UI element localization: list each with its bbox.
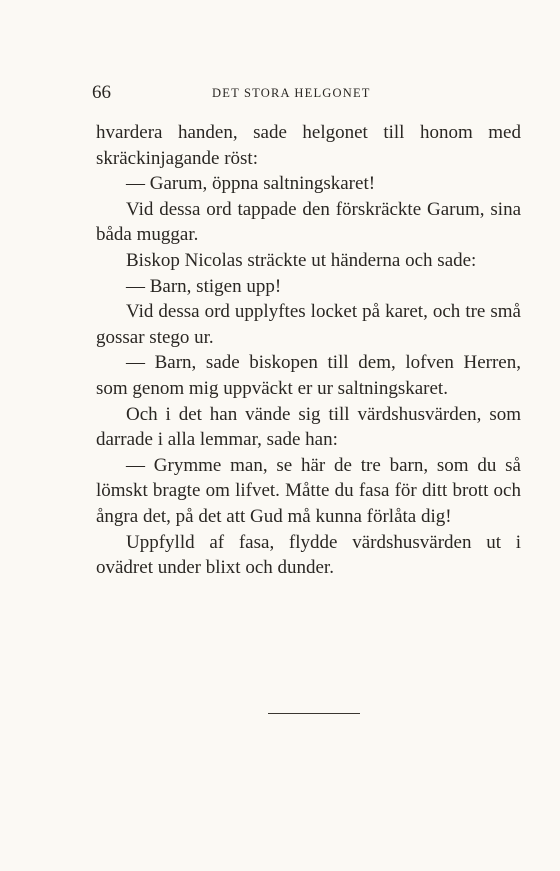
paragraph: — Garum, öppna saltningskaret! <box>126 173 376 195</box>
paragraph: Och i det han vände sig till värdshusvärden, som darrade i alla lemmar, sade han: <box>96 403 521 451</box>
running-head <box>92 80 524 106</box>
paragraph: Biskop Nicolas sträckte ut händerna och sade: <box>126 249 477 271</box>
paragraph: Uppfylld af fasa, flydde värdshusvärden ut i ovädret under blixt och dunder. <box>96 531 521 579</box>
end-rule <box>268 713 360 714</box>
paragraph: Vid dessa ord tappade den förskräckte Garum, sina båda muggar. <box>96 198 521 246</box>
paragraph: — Barn, sade biskopen till dem, lofven Herren, som genom mig uppväckt er ur saltningskaret. <box>96 352 521 399</box>
paragraph: — Barn, stigen upp! <box>126 275 282 297</box>
body-text <box>96 120 521 581</box>
paragraph: — Grymme man, se här de tre barn, som du så lömskt bragte om lifvet. Måtte du fasa för ditt brott och ångra det, på det att Gud må kunna förlåta dig! <box>96 454 521 527</box>
paragraph: Vid dessa ord upplyftes locket på karet, och tre små gossar stego ur. <box>96 301 521 348</box>
page-number: 66 <box>92 82 111 103</box>
running-title: DET STORA HELGONET <box>212 86 371 100</box>
paragraph: hvardera handen, sade helgonet till honom med skräckinjagande röst: <box>96 122 521 169</box>
